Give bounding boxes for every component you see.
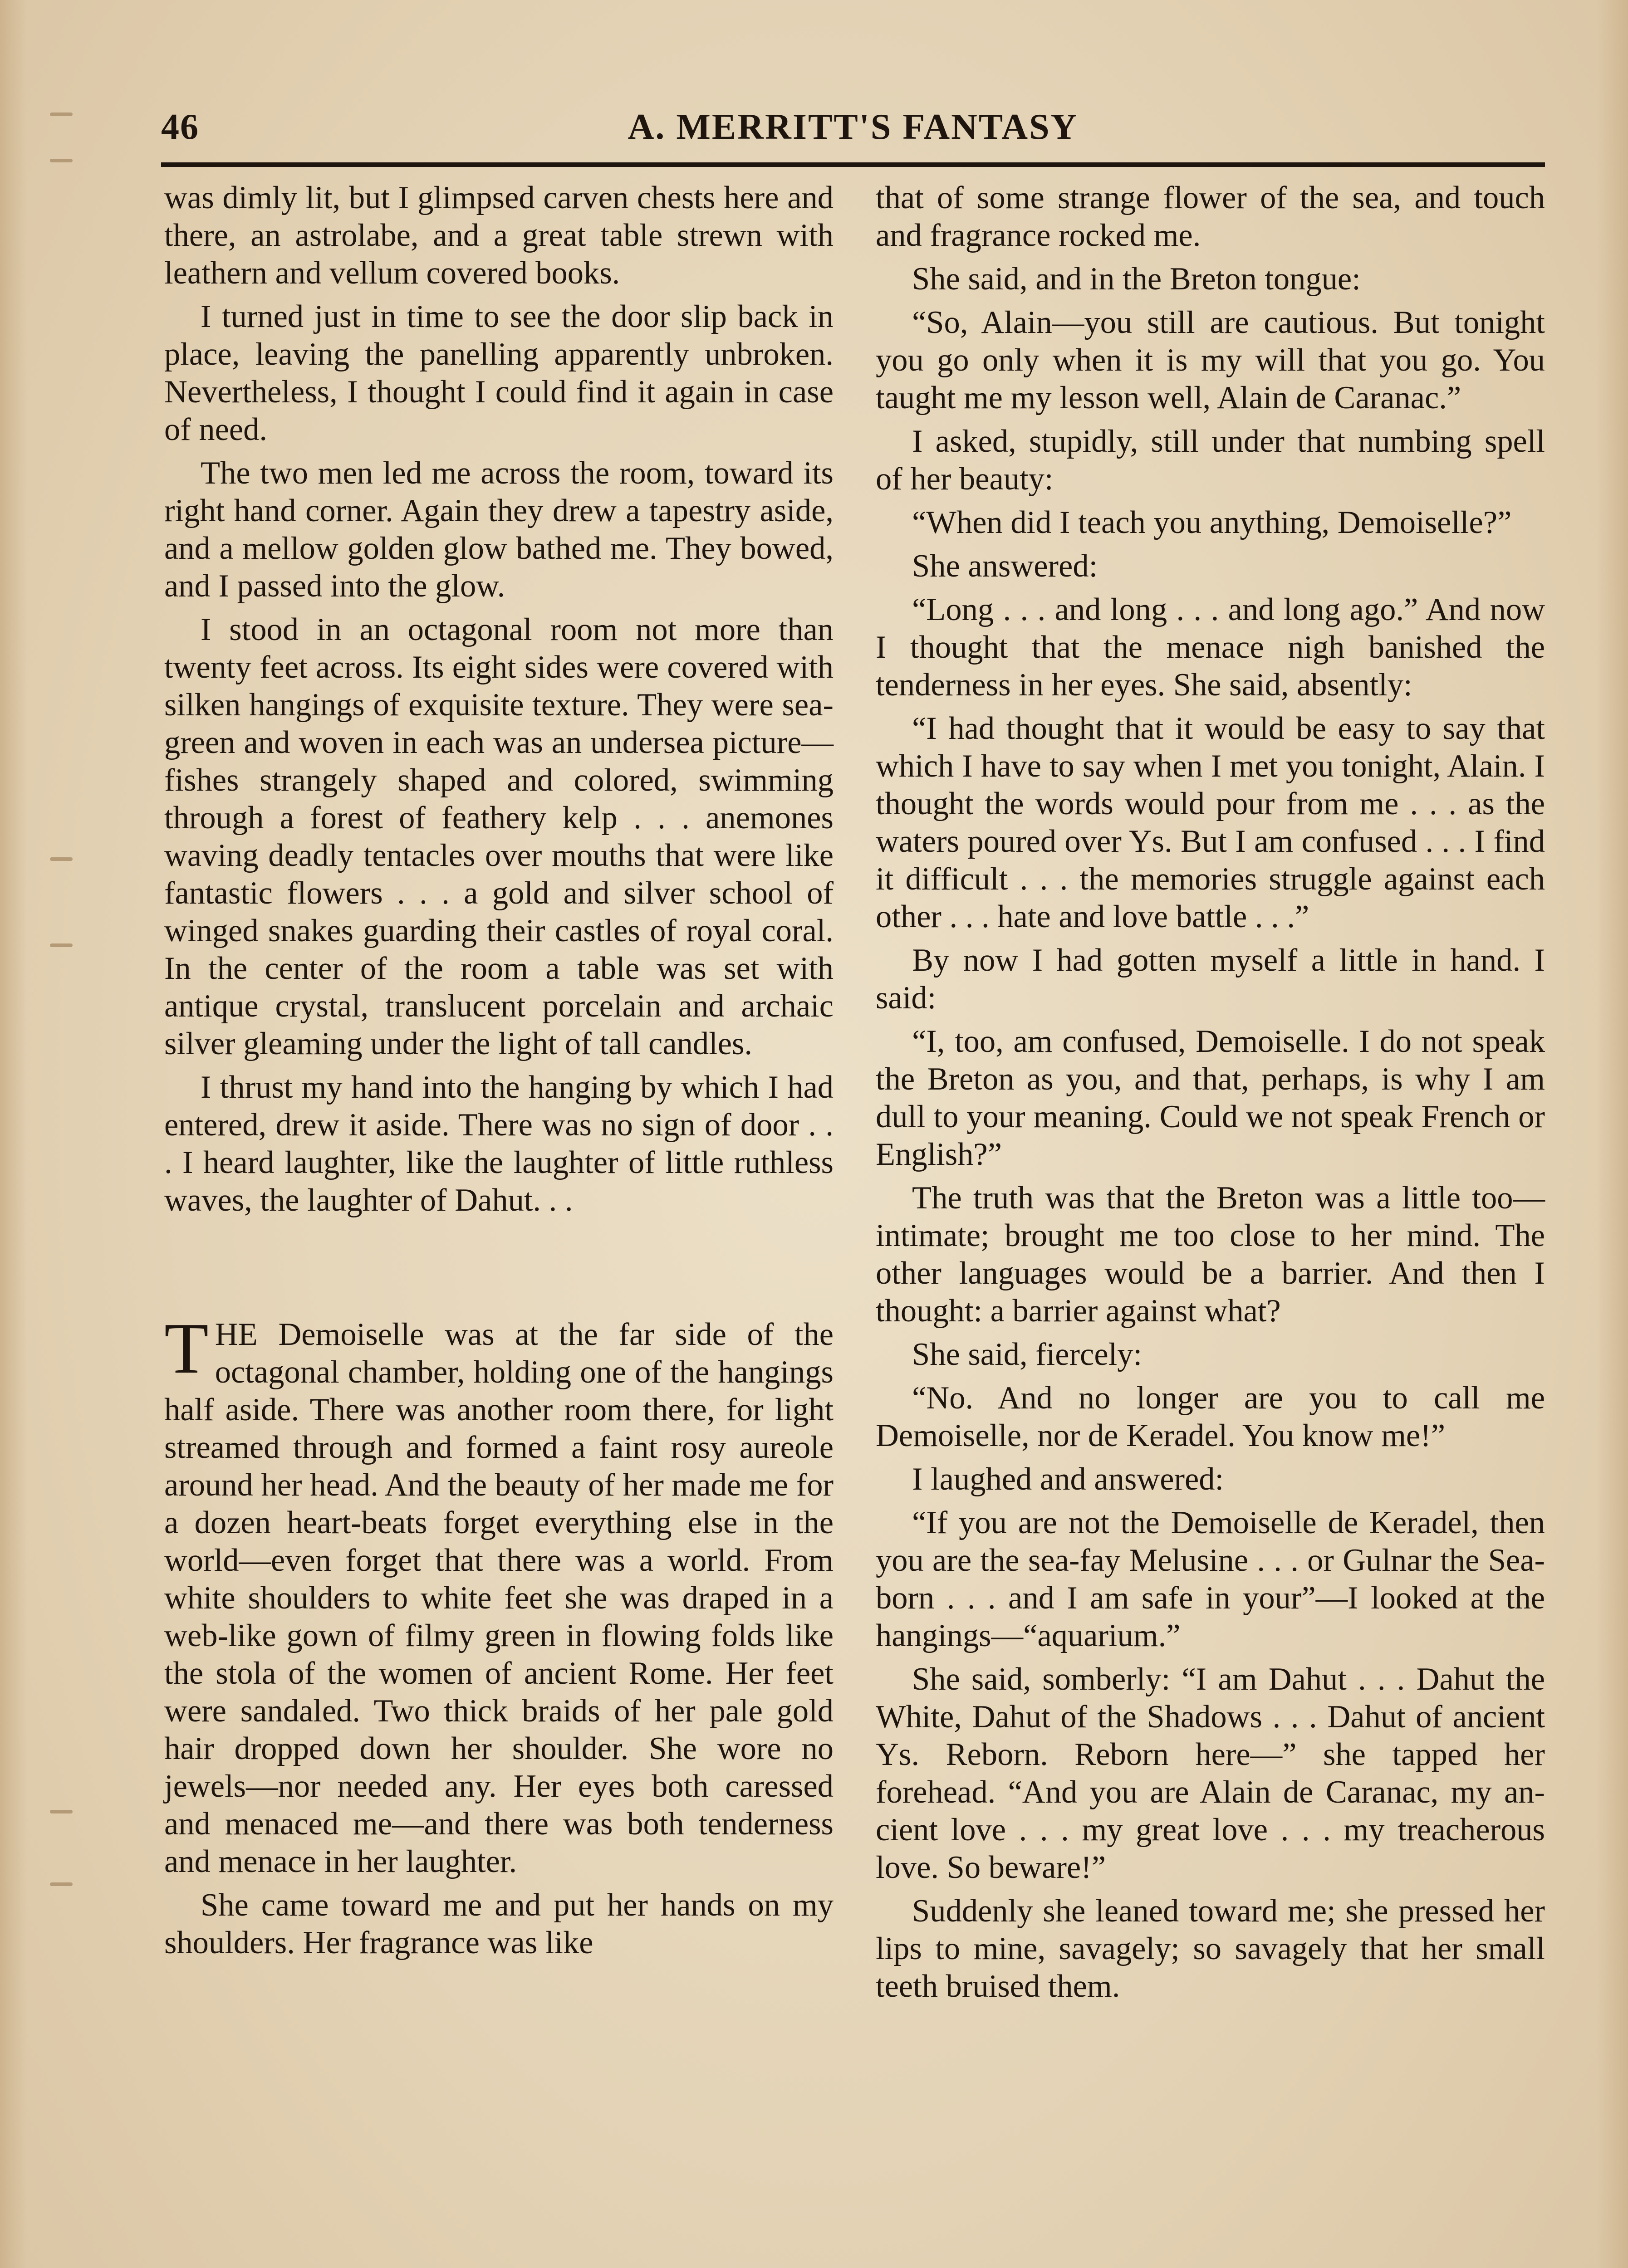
paragraph: By now I had gotten myself a little in hand. I said: — [876, 943, 1545, 1016]
running-head: A. MERRITT'S FANTASY — [628, 107, 1079, 147]
text-column-right — [876, 179, 1545, 2268]
paragraph: was dimly lit, but I glimpsed carven chests here and there, an astrolabe, and a great table strewn with leathern and vellum covered books. — [164, 180, 834, 291]
paragraph: that of some strange flower of the sea, and touch and fragrance rocked me. — [876, 180, 1545, 253]
paragraph-dropcap — [164, 1308, 834, 1881]
paragraph: “Long . . . and long . . . and long ago.” And now I thought that the menace nigh banished the tenderness in her eyes. She said, absently: — [876, 592, 1545, 703]
paragraph: I stood in an octagonal room not more than twenty feet across. Its eight sides were covered with silken hangings of exquisite texture. They were sea-green and woven in each was an undersea picture—fishes strangely shaped and colored, swimming through a forest of feathery kelp . . . anemones waving deadly tentacles over mouths that were like fantastic flowers . . . a gold and silver school of winged snakes guarding their castles of royal coral. In the center of the room a table was set with antique crystal, translucent porcelain and archaic silver gleaming under the light of tall candles. — [164, 612, 834, 1061]
binding-staple-mark — [50, 1882, 73, 1886]
binding-staple-mark — [50, 112, 73, 116]
binding-staple-mark — [50, 1810, 73, 1813]
paragraph-text: HE Demoiselle was at the far side of the octagonal chamber, holding one of the hangings half aside. There was another room there, for light streamed through and formed a faint rosy aureole around her head. And the beauty of her made me for a dozen heart-beats forget everything else in the world—even forget that there was a world. From white shoulders to white feet she was draped in a web-like gown of filmy green in flowing folds like the stola of the women of ancient Rome. Her feet were sandaled. Two thick braids of her pale gold hair dropped down her shoulder. She wore no jewels—nor needed any. Her eyes both caressed and menaced me—and there was both tenderness and menace in her laughter. — [164, 1317, 834, 1879]
paragraph: I thrust my hand into the hanging by which I had entered, drew it aside. There was no sign of door . . . I heard laughter, like the laughter of little ruthless waves, the laughter of Dahut. . . — [164, 1070, 834, 1218]
paragraph: She said, fiercely: — [912, 1337, 1143, 1372]
paragraph: “No. And no longer are you to call me Demoiselle, nor de Keradel. You know me!” — [876, 1380, 1545, 1453]
paragraph: “So, Alain—you still are cautious. But tonight you go only when it is my will that you go. You taught me my lesson well, Alain de Caranac.” — [876, 305, 1545, 415]
paragraph: She said, somberly: “I am Dahut . . . Dahut the White, Dahut of the Shadows . . . Dahut of ancient Ys. Reborn. Reborn here—” she tapped her forehead. “And you are Alain de Caranac, my ancient love . . . my great love . . . my treacherous love. So beware!” — [876, 1662, 1545, 1885]
paragraph: Suddenly she leaned toward me; she pressed her lips to mine, savagely; so savagely that her small teeth bruised them. — [876, 1893, 1545, 2004]
page-shadow-right — [1596, 0, 1628, 2268]
page-header — [161, 107, 1545, 161]
text-column-left — [164, 179, 834, 2268]
drop-cap: T — [164, 1308, 209, 1388]
paragraph: I laughed and answered: — [912, 1461, 1224, 1497]
paragraph: The truth was that the Breton was a little too—intimate; brought me too close to her mind. The other languages would be a barrier. And then I thought: a barrier against what? — [876, 1180, 1545, 1329]
paragraph: She answered: — [912, 548, 1098, 584]
paragraph: I asked, stupidly, still under that numbing spell of her beauty: — [876, 424, 1545, 497]
binding-staple-mark — [50, 159, 73, 162]
paragraph: I turned just in time to see the door slip back in place, leaving the panelling apparently unbroken. Nevertheless, I thought I could find it again in case of need. — [164, 299, 834, 447]
header-rule — [161, 162, 1545, 167]
paragraph: She said, and in the Breton tongue: — [912, 261, 1361, 297]
paragraph: “I had thought that it would be easy to say that which I have to say when I met you tonight, Alain. I thought the words would pour from me . . . as the waters poured over Ys. But I am confused . . . I find it difficult . . . the memories struggle against each other . . . hate and love battle . . .” — [876, 711, 1545, 934]
binding-staple-mark — [50, 943, 73, 947]
paragraph: “When did I teach you anything, Demoiselle?” — [912, 505, 1512, 540]
paragraph: “I, too, am confused, Demoiselle. I do not speak the Breton as you, and that, perhaps, is why I am dull to your meaning. Could we not speak French or English?” — [876, 1024, 1545, 1172]
page-shadow-left — [0, 0, 27, 2268]
section-break — [164, 1225, 834, 1316]
paragraph: “If you are not the Demoiselle de Keradel, then you are the sea-fay Melusine . . . or Gulnar the Sea-born . . . and I am safe in your”—I looked at the hangings—“aquarium.” — [876, 1505, 1545, 1653]
binding-staple-mark — [50, 857, 73, 861]
paragraph: The two men led me across the room, toward its right hand corner. Again they drew a tapestry aside, and a mellow golden glow bathed me. They bowed, and I passed into the glow. — [164, 455, 834, 604]
page-number: 46 — [161, 107, 199, 147]
paragraph: She came toward me and put her hands on my shoulders. Her fragrance was like — [164, 1887, 834, 1960]
